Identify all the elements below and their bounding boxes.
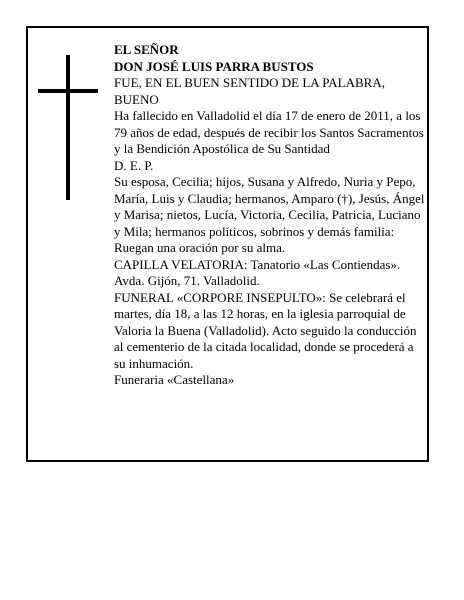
dep-line: D. E. P. (114, 157, 154, 173)
heading-line-1: EL SEÑOR (114, 42, 179, 57)
death-paragraph: Ha fallecido en Valladolid el día 17 de enero de 2011, a los 79 años de edad, después de recibir los Santos Sacramentos y la Bendición Apostólica de Su Santidad (114, 108, 424, 156)
family-paragraph: Su esposa, Cecilia; hijos, Susana y Alfredo, Nuria y Pepo, María, Luis y Claudia; hermanos, Amparo (†), Jesús, Ángel y Marisa; nietos, Lucía, Victoria, Cecilia, Patricia, Luciano y Mila; hermanos políticos, sobrinos y demás familia: (114, 174, 425, 239)
prayer-request: Ruegan una oración por su alma. (114, 240, 286, 255)
cross-horizontal-bar (38, 89, 98, 93)
tagline: FUE, EN EL BUEN SENTIDO DE LA PALABRA, BUENO (114, 75, 385, 107)
deceased-name: DON JOSÉ LUIS PARRA BUSTOS (114, 58, 314, 74)
notice-text (114, 42, 426, 389)
funeral-paragraph: FUNERAL «CORPORE INSEPULTO»: Se celebrará el martes, día 18, a las 12 horas, en la iglesia parroquial de Valoria la Buena (Valladolid). Acto seguido la conducción al cementerio de la citada localidad, donde se procederá a su inhumación. (114, 289, 417, 371)
latin-cross-icon (38, 55, 98, 200)
funeral-home: Funeraria «Castellana» (114, 372, 235, 387)
wake-paragraph: CAPILLA VELATORIA: Tanatorio «Las Contiendas». Avda. Gijón, 71. Valladolid. (114, 256, 401, 288)
cross-vertical-bar (66, 55, 70, 200)
obituary-notice (26, 26, 429, 462)
